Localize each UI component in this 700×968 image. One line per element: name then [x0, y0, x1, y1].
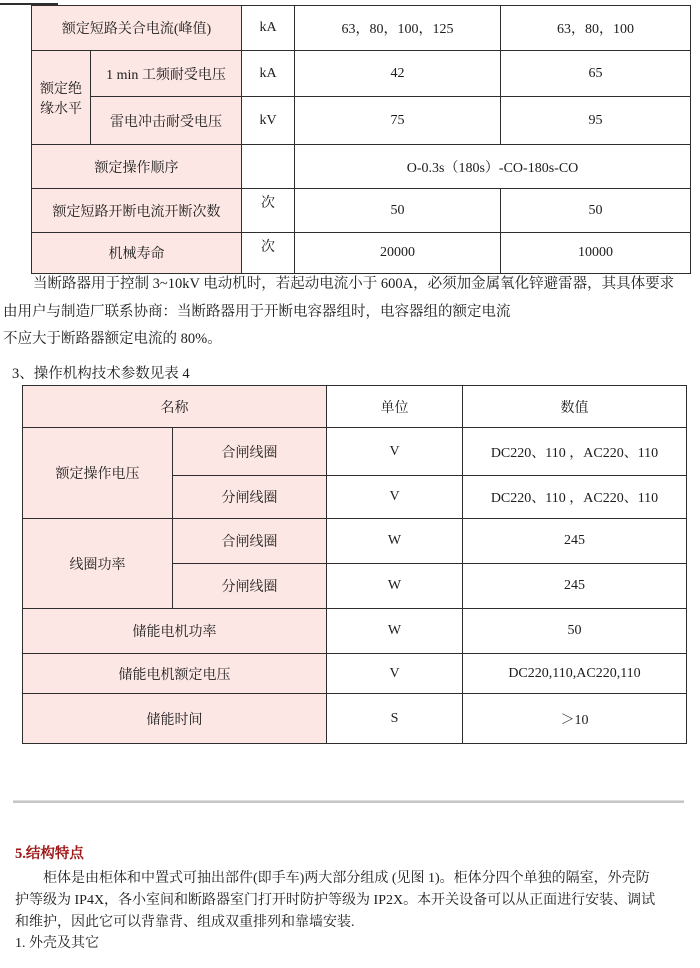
cell-value: 63，80，100 — [501, 6, 691, 51]
table-header-row — [23, 386, 687, 428]
cell-unit: 次 — [242, 233, 295, 274]
cell-value: 10000 — [501, 233, 691, 274]
cell-value: 63，80，100，125 — [295, 6, 501, 51]
cell-value: O-0.3s（180s）-CO-180s-CO — [295, 145, 691, 189]
breaker-parameters-table — [31, 5, 691, 274]
section5-line: 护等级为 IP4X，各小室间和断路器室门打开时防护等级为 IP2X。本开关设备可以从正面进行安装、调试 — [15, 892, 656, 908]
cell-label: 1 min 工频耐受电压 — [91, 51, 242, 97]
cell-group-label: 线圈功率 — [23, 519, 173, 609]
cell-unit: W — [327, 609, 463, 654]
section-divider — [13, 800, 684, 803]
cell-value: 50 — [295, 189, 501, 233]
cell-unit: V — [327, 654, 463, 694]
cell-unit: kV — [242, 97, 295, 145]
table-row — [32, 233, 691, 274]
cell-value: 50 — [501, 189, 691, 233]
cell-label: 额定短路关合电流(峰值) — [32, 6, 242, 51]
cell-label: 额定操作顺序 — [32, 145, 242, 189]
cell-value: 65 — [501, 51, 691, 97]
note-line: 当断路器用于控制 3~10kV 电动机时，若起动电流小于 600A，必须加金属氧化锌避雷器，其具体要求 — [33, 276, 675, 292]
cell-value: DC220、110 ，AC220、110 — [463, 476, 687, 519]
cell-unit: 次 — [242, 189, 295, 233]
mechanism-parameters-table — [22, 385, 687, 744]
cell-value: 20000 — [295, 233, 501, 274]
cell-label: 合闸线圈 — [173, 428, 327, 476]
cell-value: DC220,110,AC220,110 — [463, 654, 687, 694]
cell-value: 245 — [463, 519, 687, 564]
cell-label: 储能时间 — [23, 694, 327, 744]
cell-unit: W — [327, 519, 463, 564]
cell-unit — [242, 145, 295, 189]
section5 — [15, 845, 700, 955]
section5-line: 和维护，因此它可以背靠背、组成双重排列和靠墙安装. — [15, 914, 355, 930]
table-row — [32, 51, 691, 97]
cell-unit: W — [327, 564, 463, 609]
header-name: 名称 — [23, 386, 327, 428]
cell-unit: S — [327, 694, 463, 744]
cell-group-label: 额定绝缘水平 — [32, 51, 91, 145]
cell-label: 储能电机功率 — [23, 609, 327, 654]
note-line: 由用户与制造厂联系协商：当断路器用于开断电容器组时，电容器组的额定电流 — [3, 303, 511, 320]
section3-heading: 3、操作机构技术参数见表 4 — [12, 366, 190, 382]
cell-value: 95 — [501, 97, 691, 145]
cell-label: 额定短路开断电流开断次数 — [32, 189, 242, 233]
note-paragraph — [3, 271, 699, 354]
cell-value: 75 — [295, 97, 501, 145]
cell-group-label: 额定操作电压 — [23, 428, 173, 519]
cell-label: 分闸线圈 — [173, 476, 327, 519]
cell-value: DC220、110 ，AC220、110 — [463, 428, 687, 476]
table-row — [23, 654, 687, 694]
cell-unit: V — [327, 428, 463, 476]
cell-label: 机械寿命 — [32, 233, 242, 274]
cell-label: 合闸线圈 — [173, 519, 327, 564]
table-row — [32, 6, 691, 51]
section5-heading: 5.结构特点 — [15, 846, 84, 862]
table-row — [23, 519, 687, 564]
table-row — [23, 694, 687, 744]
section5-subheading: 1. 外壳及其它 — [15, 936, 99, 952]
header-unit: 单位 — [327, 386, 463, 428]
cell-unit: kA — [242, 6, 295, 51]
cell-value: ＞10 — [463, 694, 687, 744]
section5-line: 柜体是由柜体和中置式可抽出部件(即手车)两大部分组成 (见图 1)。柜体分四个单独的隔室，外壳防 — [43, 871, 650, 886]
table-row — [23, 609, 687, 654]
header-value: 数值 — [463, 386, 687, 428]
cell-value: 42 — [295, 51, 501, 97]
cell-value: 50 — [463, 609, 687, 654]
cell-label: 储能电机额定电压 — [23, 654, 327, 694]
cell-value: 245 — [463, 564, 687, 609]
cell-unit: V — [327, 476, 463, 519]
table-row — [32, 145, 691, 189]
cell-label: 分闸线圈 — [173, 564, 327, 609]
table-row — [23, 428, 687, 476]
note-line: 不应大于断路器额定电流的 80%。 — [3, 331, 222, 347]
table-row — [32, 189, 691, 233]
table-row — [32, 97, 691, 145]
cell-label: 雷电冲击耐受电压 — [91, 97, 242, 145]
cell-unit: kA — [242, 51, 295, 97]
